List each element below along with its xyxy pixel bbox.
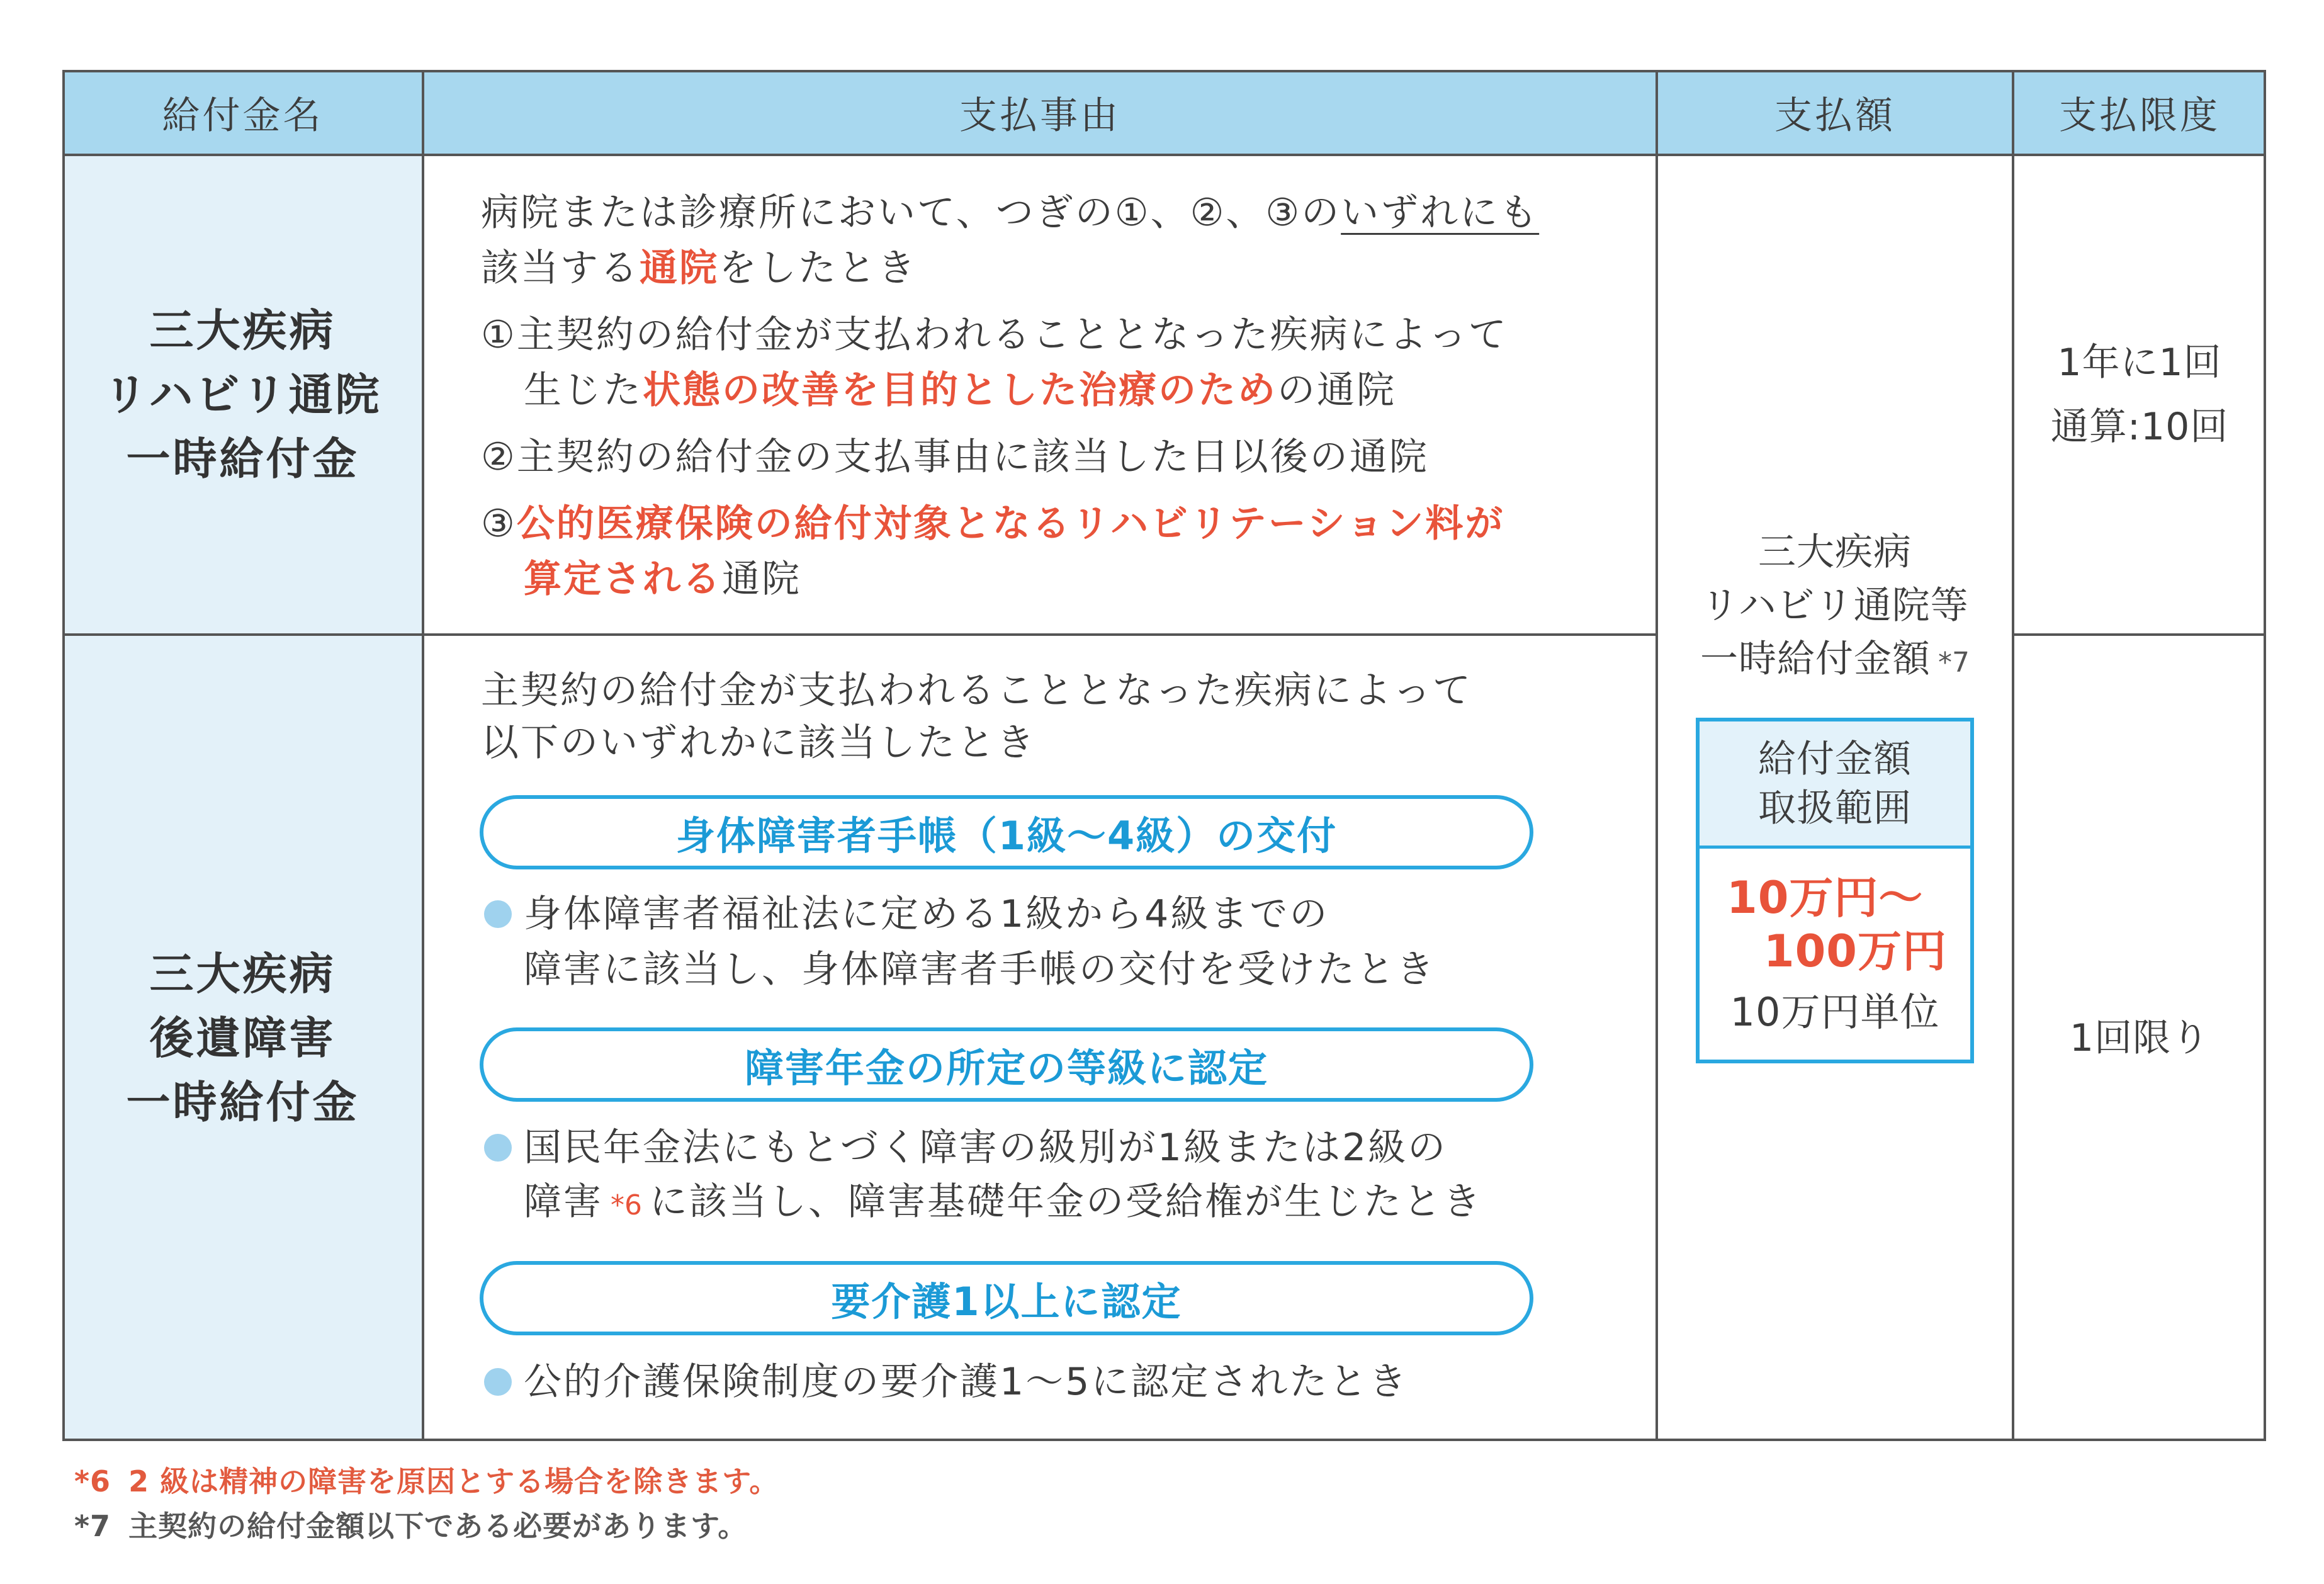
amount-range-unit: 10万円単位 [1730, 989, 1940, 1035]
footnote-ref-7: *7 [1938, 647, 1970, 679]
bullet-dot-icon [484, 1368, 512, 1396]
rehab-condition-1-line-1: ①主契約の給付金が支払われることとなった疾病によって [481, 313, 1508, 357]
rehab-payment-limit [2013, 155, 2266, 635]
rehab-intro-text: をしたとき [719, 246, 917, 290]
aftereffect-intro-line-2: 以下のいずれかに該当したとき [481, 721, 1036, 765]
rehab-condition-2: ②主契約の給付金の支払事由に該当した日以後の通院 [481, 435, 1429, 479]
aftereffect-name-line: 三大疾病 [149, 948, 336, 1000]
rehab-name-line: 三大疾病 [149, 305, 336, 356]
amount-range-header-line: 給付金額 [1758, 737, 1912, 781]
header-benefit-name: 給付金名 [162, 93, 324, 138]
rehab-intro-text: 該当する [481, 246, 640, 290]
condition-title-disability-pension: 障害年金の所定の等級に認定 [480, 1027, 1533, 1102]
bullet-dot-icon [484, 1134, 512, 1162]
rehab-intro-text: 病院または診療所において、つぎの①、②、③の [481, 191, 1341, 235]
amount-label-line: リハビリ通院等 [1701, 584, 1969, 628]
header-payment-limit: 支払限度 [2059, 93, 2220, 138]
rehab-condition-emphasis: 公的医療保険の給付対象となるリハビリテーション料が [516, 502, 1505, 546]
condition-2-line-2 [524, 1174, 1482, 1230]
aftereffect-intro-line-1: 主契約の給付金が支払われることとなった疾病によって [481, 669, 1472, 713]
amount-label-text: 一時給付金額 [1700, 637, 1931, 681]
footnote-ref-6: *6 [611, 1189, 642, 1221]
amount-range-from: 10万円〜 [1727, 872, 1924, 924]
footnote-7 [74, 1507, 747, 1545]
aftereffect-limit-text: 1回限り [2069, 1015, 2210, 1060]
condition-2-line-1: 国民年金法にもとづく障害の級別が1級または2級の [524, 1126, 1448, 1170]
rehab-limit-line: 1年に1回 [2057, 341, 2222, 385]
rehab-name-line: リハビリ通院 [103, 369, 382, 421]
rehab-condition-emphasis: 状態の改善を目的とした治療のため [643, 368, 1277, 412]
amount-range-box [1696, 718, 1974, 1063]
amount-label-line [1657, 633, 2013, 686]
rehab-condition-emphasis: 算定される [524, 557, 722, 601]
footnote-mark: *7 [74, 1509, 111, 1543]
condition-text: 障害 [524, 1180, 603, 1224]
amount-label-line: 三大疾病 [1758, 530, 1912, 574]
amount-range-box-header [1700, 721, 1970, 849]
footnote-6 [74, 1462, 779, 1500]
condition-1-line-1: 身体障害者福祉法に定める1級から4級までの [524, 892, 1329, 936]
footnote-mark: *6 [74, 1464, 111, 1498]
rehab-limit-line: 通算:10回 [2050, 405, 2229, 449]
bullet-dot-icon [484, 900, 512, 928]
aftereffect-benefit-name [62, 635, 423, 1441]
rehab-condition-1-line-2 [524, 363, 1396, 418]
rehab-intro-underlined: いずれにも [1341, 191, 1540, 235]
condition-title-disability-certificate: 身体障害者手帳（1級〜4級）の交付 [480, 795, 1533, 869]
rehab-condition-3-line-1 [481, 496, 1504, 552]
rehab-benefit-name [62, 155, 423, 635]
amount-range-header-line: 取扱範囲 [1758, 786, 1912, 830]
aftereffect-payment-limit [2013, 635, 2266, 1441]
footnote-text: 2 級は精神の障害を原因とする場合を除きます。 [128, 1464, 779, 1498]
rehab-intro-emphasis: 通院 [640, 246, 719, 290]
condition-3-line-1: 公的介護保険制度の要介護1〜5に認定されたとき [524, 1360, 1409, 1404]
rehab-condition-text: 生じた [524, 368, 643, 412]
rehab-condition-3-line-2 [524, 552, 801, 607]
amount-range-to: 100万円 [1763, 925, 1947, 977]
condition-title-care-level: 要介護1以上に認定 [480, 1261, 1533, 1335]
rehab-condition-text: の通院 [1277, 368, 1396, 412]
rehab-condition-number: ③ [481, 502, 517, 546]
aftereffect-name-line: 一時給付金 [126, 1076, 359, 1128]
header-payment-reason: 支払事由 [959, 93, 1120, 138]
condition-text: に該当し、障害基礎年金の受給権が生じたとき [650, 1180, 1482, 1224]
rehab-intro-line-2 [481, 240, 917, 296]
footnote-text: 主契約の給付金額以下である必要があります。 [128, 1509, 748, 1543]
rehab-intro-line-1 [481, 185, 1539, 240]
aftereffect-name-line: 後遺障害 [149, 1012, 336, 1064]
rehab-condition-text: 通院 [722, 557, 801, 601]
condition-1-line-2: 障害に該当し、身体障害者手帳の交付を受けたとき [524, 948, 1436, 992]
header-payment-amount: 支払額 [1774, 93, 1895, 138]
rehab-name-line: 一時給付金 [126, 433, 359, 485]
